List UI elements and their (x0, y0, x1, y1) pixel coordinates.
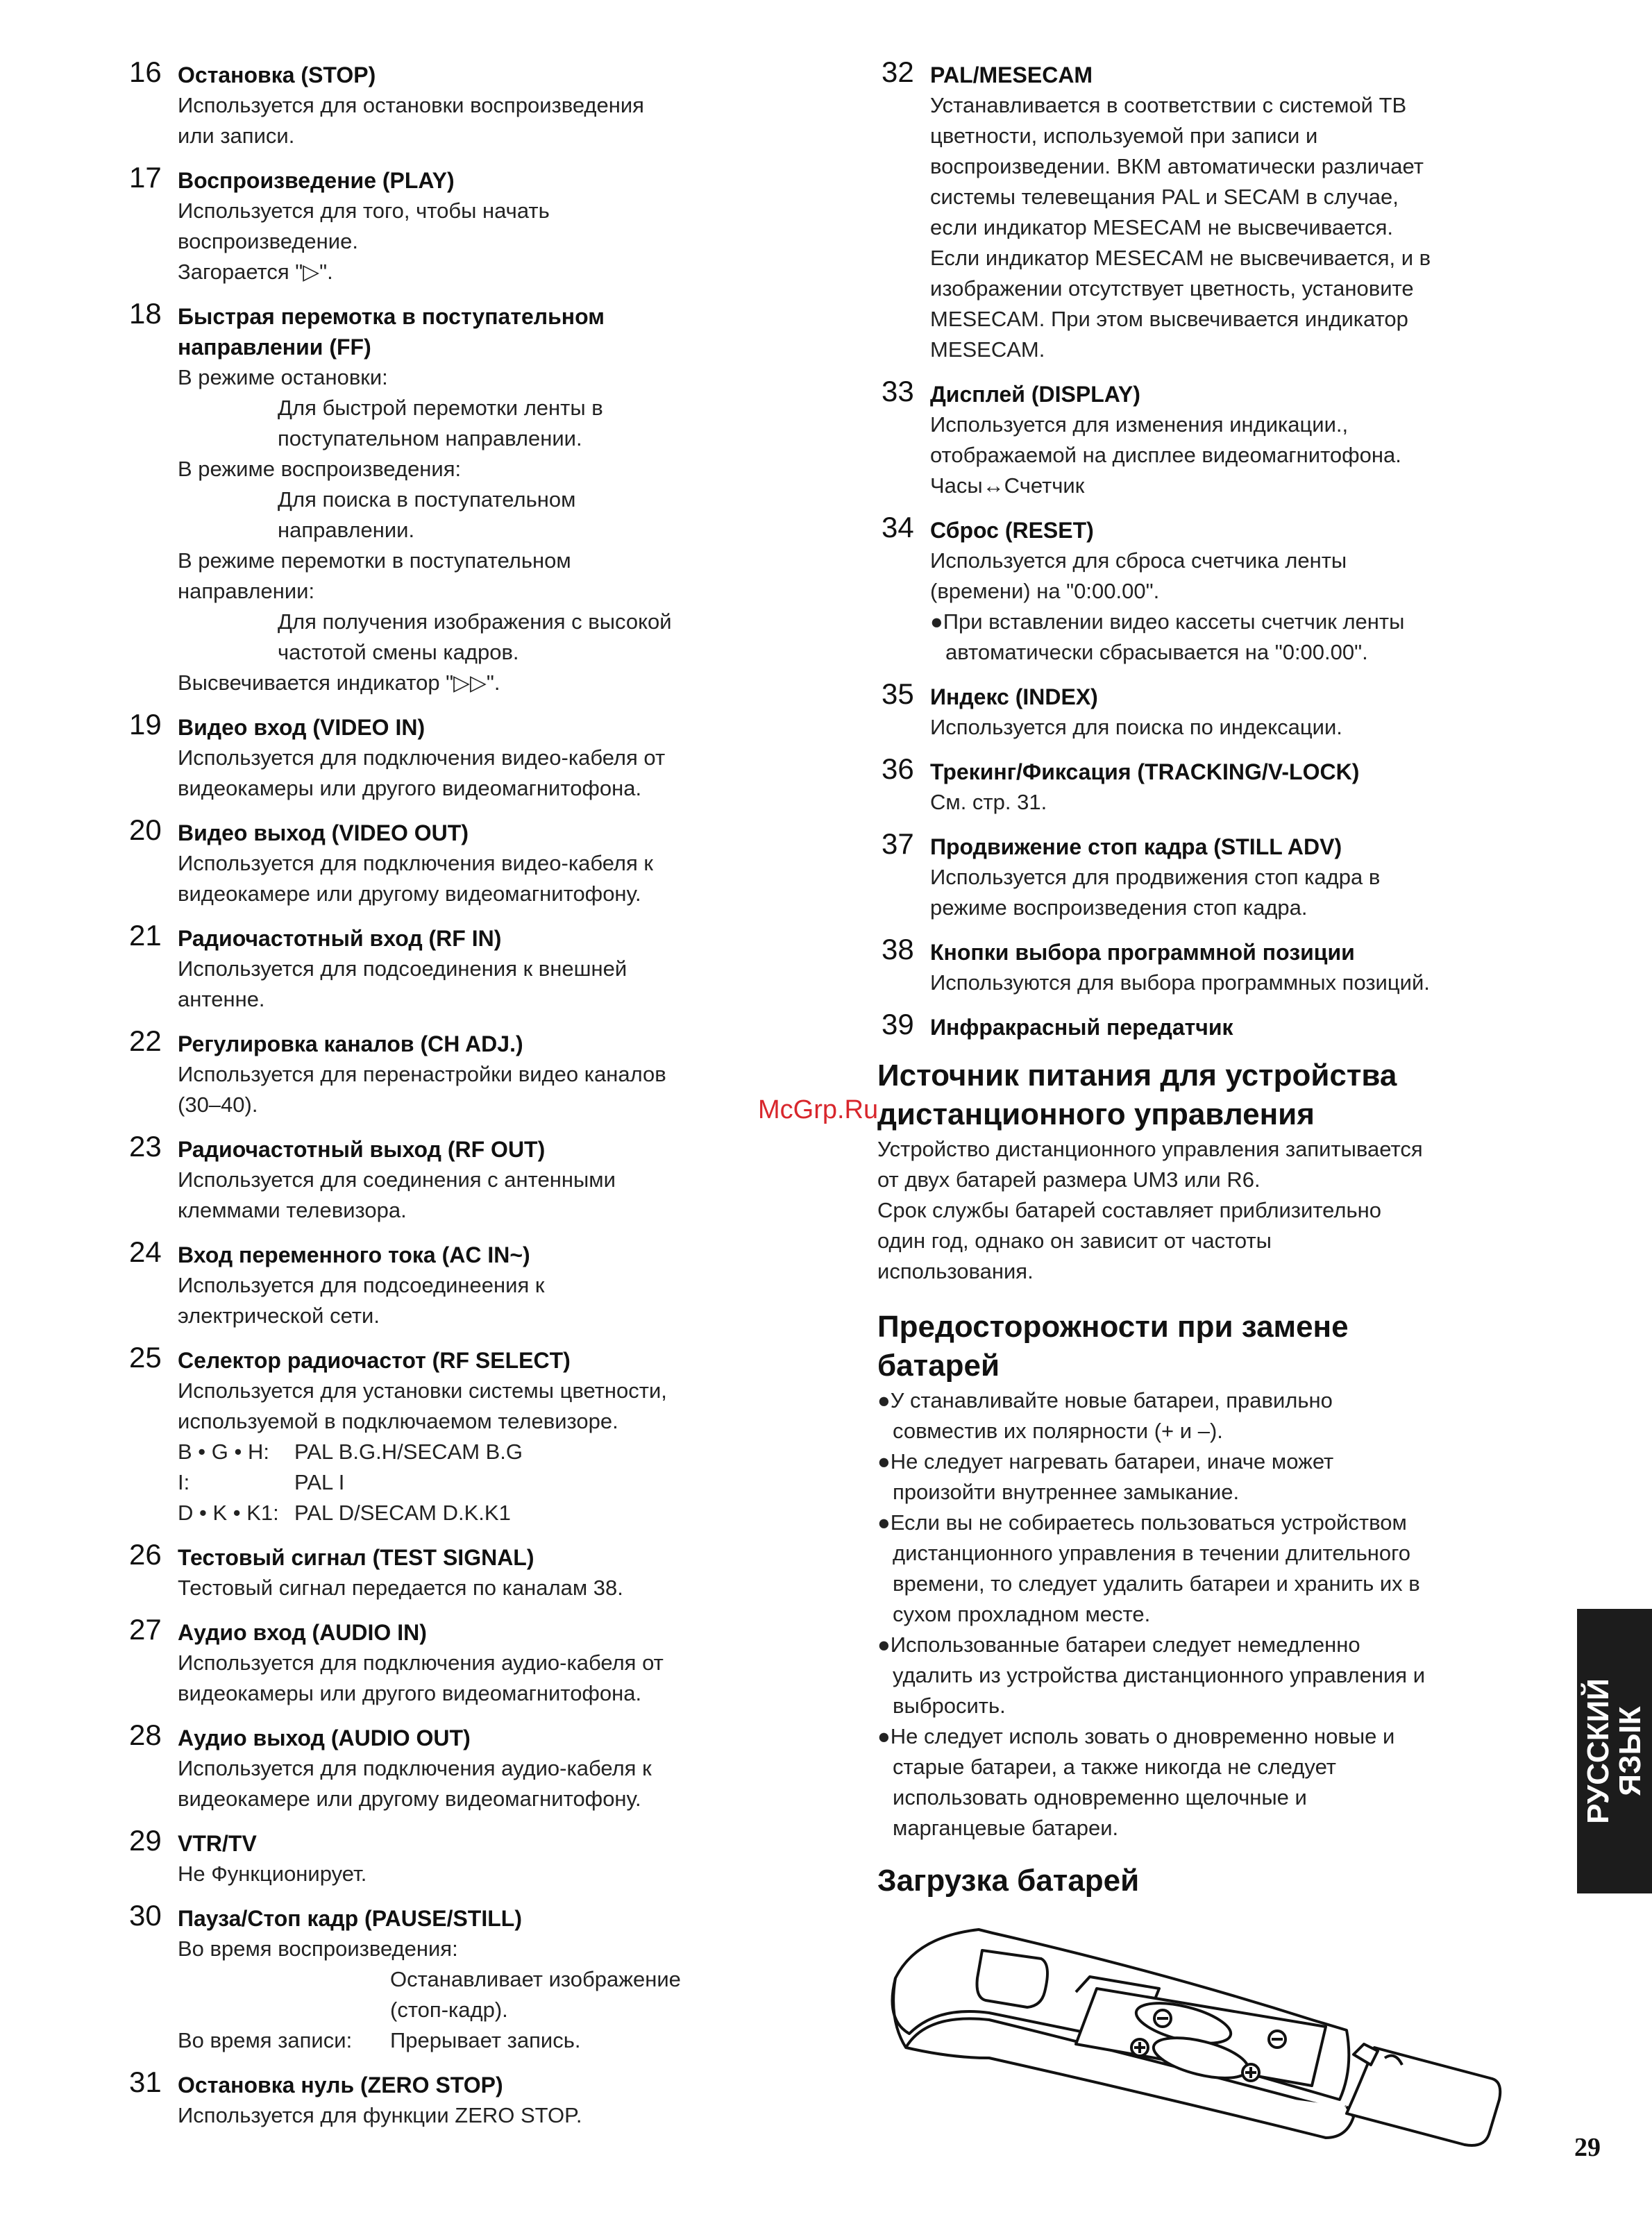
bullet-text: удалить из устройства дистанционного управления и (893, 1663, 1426, 1687)
entry-26 (125, 1538, 819, 1603)
entry-21 (125, 919, 819, 1015)
rf-select-value: PAL I (294, 1470, 345, 1494)
section-text: один год, однако он зависит от частоты (877, 1229, 1272, 1253)
entry-text: клеммами телевизора. (178, 1198, 407, 1222)
section-heading: Загрузка батарей (877, 1864, 1140, 1898)
entry-number: 19 (129, 708, 162, 741)
entry-text: Используется для перенастройки видео каналов (178, 1062, 666, 1086)
rf-select-row (178, 1498, 819, 1528)
entry-27 (125, 1613, 819, 1709)
entry-number: 31 (129, 2066, 162, 2098)
entry-text: Используется для поиска по индексации. (930, 715, 1342, 739)
entry-20 (125, 813, 819, 909)
rf-select-key: D • K • K1: (178, 1501, 279, 1525)
entry-title: Тестовый сигнал (TEST SIGNAL) (178, 1545, 534, 1570)
entry-36 (877, 752, 1523, 818)
entry-number: 18 (129, 297, 162, 330)
entry-text: (30–40). (178, 1092, 258, 1117)
section-text: использования. (877, 1259, 1034, 1283)
entry-title: Радиочастотный выход (RF OUT) (178, 1137, 546, 1162)
entry-19 (125, 708, 819, 804)
entry-title: Продвижение стоп кадра (STILL ADV) (930, 834, 1342, 859)
precautions-section (877, 1308, 1523, 1843)
entry-33 (877, 375, 1523, 501)
bullet-text: времени, то следует удалить батареи и хранить их в (893, 1571, 1420, 1596)
entry-text: видеокамере или другому видеомагнитофону. (178, 881, 641, 906)
language-side-tab (1577, 1609, 1652, 1893)
entry-text: используемой в подключаемом телевизоре. (178, 1409, 618, 1433)
entry-text: направлении: (178, 579, 315, 603)
entry-number: 33 (882, 375, 914, 407)
entry-text: видеокамеры или другого видеомагнитофона. (178, 1681, 642, 1705)
entry-text: видеокамере или другому видеомагнитофону. (178, 1787, 641, 1811)
entry-37 (877, 827, 1523, 923)
entry-text: изображении отсутствует цветность, установите (930, 276, 1414, 301)
entry-text: поступательном направлении. (278, 426, 582, 450)
entry-text: Устанавливается в соответствии с системой ТВ (930, 93, 1407, 117)
entry-text: воспроизведение. (178, 229, 358, 253)
entry-text: (стоп-кадр). (390, 1998, 508, 2022)
entry-number: 24 (129, 1235, 162, 1268)
bullet-text: марганцевые батареи. (893, 1816, 1119, 1840)
entry-title: Быстрая перемотка в поступательном (178, 304, 605, 329)
entry-text: MESECAM. (930, 337, 1045, 362)
entry-title: Регулировка каналов (CH ADJ.) (178, 1031, 523, 1056)
entry-17 (125, 161, 819, 287)
entry-number: 20 (129, 813, 162, 846)
entry-38 (877, 933, 1523, 998)
rf-select-row (178, 1467, 819, 1498)
entry-text: электрической сети. (178, 1303, 380, 1328)
entry-number: 39 (882, 1008, 914, 1040)
bullet-text: ●Если вы не собираетесь пользоваться устройством (877, 1510, 1407, 1535)
bullet-text: ●У станавливайте новые батареи, правильно (877, 1388, 1333, 1412)
entry-title: Остановка нуль (ZERO STOP) (178, 2073, 503, 2098)
bullet-item (877, 1721, 1523, 1843)
entry-29 (125, 1824, 819, 1889)
entry-number: 36 (882, 752, 914, 785)
rf-select-value: PAL D/SECAM D.K.K1 (294, 1501, 511, 1525)
bullet-text: сухом прохладном месте. (893, 1602, 1151, 1626)
entry-number: 35 (882, 677, 914, 710)
entry-24 (125, 1235, 819, 1331)
entry-16 (125, 56, 819, 151)
bullet-text: ●Не следует исполь зовать о дновременно новые и (877, 1724, 1395, 1748)
entry-text: Используется для остановки воспроизведения (178, 93, 644, 117)
section-text: от двух батарей размера UM3 или R6. (877, 1167, 1261, 1192)
entry-text: Часы↔Счетчик (930, 473, 1085, 498)
section-heading: Предосторожности при замене (877, 1310, 1349, 1344)
entry-title: Видео выход (VIDEO OUT) (178, 820, 469, 845)
entry-text: Не Функционирует. (178, 1862, 367, 1886)
entry-text: Используется для подключения видео-кабеля от (178, 745, 666, 770)
entry-number: 37 (882, 827, 914, 860)
entry-title: направлении (FF) (178, 335, 371, 360)
entry-number: 32 (882, 56, 914, 88)
bullet-text: ●При вставлении видео кассеты счетчик ленты (930, 609, 1405, 634)
entry-31 (125, 2066, 819, 2131)
bullet-text: совместив их полярности (+ и –). (893, 1419, 1223, 1443)
side-tab-line: ЯЗЫК (1613, 1706, 1647, 1796)
entry-25 (125, 1341, 819, 1528)
entry-title: Видео вход (VIDEO IN) (178, 715, 425, 740)
entry-text: цветности, используемой при записи и (930, 124, 1318, 148)
entry-title: Воспроизведение (PLAY) (178, 168, 455, 193)
section-text: Срок службы батарей составляет приблизительно (877, 1198, 1381, 1222)
entry-text: или записи. (178, 124, 295, 148)
entry-34 (877, 511, 1523, 668)
entry-text: Если индикатор MESECAM не высвечивается, и в (930, 246, 1431, 270)
entry-text: В режиме воспроизведения: (178, 457, 462, 481)
bullet-item (877, 1508, 1523, 1630)
entry-title: Кнопки выбора программной позиции (930, 940, 1355, 965)
entry-text: направлении. (278, 518, 415, 542)
entry-text: Тестовый сигнал передается по каналам 38. (178, 1576, 623, 1600)
entry-text: MESECAM. При этом высвечивается индикатор (930, 307, 1408, 331)
entry-30 (125, 1899, 819, 2056)
entry-text: Используются для выбора программных позиций. (930, 970, 1430, 995)
entry-number: 21 (129, 919, 162, 952)
entry-text: Во время воспроизведения: (178, 1936, 458, 1961)
entry-number: 25 (129, 1341, 162, 1374)
entry-title: Аудио вход (AUDIO IN) (178, 1620, 427, 1645)
entry-text: В режиме перемотки в поступательном (178, 548, 571, 573)
battery-loading-section (877, 1862, 1523, 1900)
side-tab-label (1583, 1678, 1646, 1824)
bullet-text: произойти внутреннее замыкание. (893, 1480, 1240, 1504)
entry-text: Для быстрой перемотки ленты в (278, 396, 603, 420)
entry-32 (877, 56, 1523, 365)
entry-number: 26 (129, 1538, 162, 1571)
power-source-section (877, 1056, 1523, 1287)
entry-35 (877, 677, 1523, 743)
entry-23 (125, 1130, 819, 1226)
entry-text: Для получения изображения с высокой (278, 609, 672, 634)
bullet-item (877, 1630, 1523, 1721)
entry-number: 22 (129, 1024, 162, 1057)
pause-record-value: Прерывает запись. (390, 2028, 581, 2052)
entry-title: Сброс (RESET) (930, 518, 1094, 543)
watermark: McGrp.Ru (758, 1095, 879, 1124)
entry-text: Высвечивается индикатор "▷▷". (178, 670, 500, 695)
entry-text: воспроизведении. ВКМ автоматически различает (930, 154, 1424, 178)
side-tab-line: РУССКИЙ (1581, 1678, 1615, 1824)
entry-28 (125, 1719, 819, 1814)
entry-text: отображаемой на дисплее видеомагнитофона. (930, 443, 1401, 467)
entry-title: Вход переменного тока (AC IN~) (178, 1242, 530, 1267)
entry-text: системы телевещания PAL и SECAM в случае, (930, 185, 1399, 209)
entry-title: Трекинг/Фиксация (TRACKING/V-LOCK) (930, 759, 1360, 784)
entry-text: Для поиска в поступательном (278, 487, 576, 512)
entry-title: Инфракрасный передатчик (930, 1015, 1233, 1040)
entry-text: Используется для подсоединения к внешней (178, 956, 627, 981)
left-column (125, 56, 819, 2145)
entry-text: Используется для подключения аудио-кабеля к (178, 1756, 652, 1780)
entry-title: Пауза/Стоп кадр (PAUSE/STILL) (178, 1906, 522, 1931)
entry-title: Остановка (STOP) (178, 62, 376, 87)
rf-select-row (178, 1437, 819, 1467)
entry-number: 17 (129, 161, 162, 194)
entry-title: PAL/MESECAM (930, 62, 1093, 87)
entry-text: Останавливает изображение (390, 1967, 681, 1991)
bullet-text: выбросить. (893, 1694, 1006, 1718)
entry-text: режиме воспроизведения стоп кадра. (930, 895, 1308, 920)
bullet-text: старые батареи, а также никогда не следует (893, 1755, 1336, 1779)
entry-text: В режиме остановки: (178, 365, 388, 389)
section-heading: дистанционного управления (877, 1097, 1315, 1131)
entry-number: 27 (129, 1613, 162, 1646)
entry-text: Используется для подключения видео-кабеля к (178, 851, 653, 875)
bullet-text: использовать одновременно щелочные и (893, 1785, 1307, 1809)
pause-record-row (178, 2025, 819, 2056)
entry-text: Используется для изменения индикации., (930, 412, 1349, 437)
section-heading: батарей (877, 1349, 1000, 1383)
entry-39 (877, 1008, 1523, 1043)
bullet-text: ●Использованные батареи следует немедленно (877, 1632, 1360, 1657)
entry-text: Используется для подключения аудио-кабеля от (178, 1651, 664, 1675)
right-column (877, 56, 1523, 1900)
entry-number: 38 (882, 933, 914, 965)
section-heading: Источник питания для устройства (877, 1058, 1397, 1092)
entry-text: если индикатор MESECAM не высвечивается. (930, 215, 1394, 239)
section-text: Устройство дистанционного управления запитывается (877, 1137, 1423, 1161)
entry-title: Радиочастотный вход (RF IN) (178, 926, 502, 951)
entry-text: Используется для продвижения стоп кадра в (930, 865, 1381, 889)
entry-text: Используется для функции ZERO STOP. (178, 2103, 582, 2127)
entry-text: (времени) на "0:00.00". (930, 579, 1160, 603)
entry-title: Селектор радиочастот (RF SELECT) (178, 1348, 571, 1373)
entry-title: Аудио выход (AUDIO OUT) (178, 1725, 471, 1750)
entry-text: частотой смены кадров. (278, 640, 519, 664)
entry-number: 30 (129, 1899, 162, 1932)
entry-number: 29 (129, 1824, 162, 1857)
entry-text: видеокамеры или другого видеомагнитофона. (178, 776, 642, 800)
entry-number: 23 (129, 1130, 162, 1163)
pause-record-key: Во время записи: (178, 2028, 353, 2052)
entry-text: Используется для того, чтобы начать (178, 199, 550, 223)
entry-text: Используется для установки системы цветности, (178, 1378, 667, 1403)
entry-text: Используется для соединения с антенными (178, 1167, 616, 1192)
bullet-text: дистанционного управления в течении длительного (893, 1541, 1410, 1565)
entry-18 (125, 297, 819, 698)
page-number: 29 (1574, 2133, 1601, 2162)
entry-title: Дисплей (DISPLAY) (930, 382, 1140, 407)
entry-22 (125, 1024, 819, 1120)
entry-text: Загорается "▷". (178, 260, 333, 284)
remote-control-illustration (868, 1909, 1534, 2166)
entry-number: 28 (129, 1719, 162, 1751)
entry-number: 16 (129, 56, 162, 88)
rf-select-key: B • G • H: (178, 1440, 269, 1464)
entry-title: Индекс (INDEX) (930, 684, 1098, 709)
bullet-item (877, 1385, 1523, 1446)
bullet-item (877, 1446, 1523, 1508)
entry-title: VTR/TV (178, 1831, 257, 1856)
entry-text: См. стр. 31. (930, 790, 1047, 814)
bullet-text: автоматически сбрасывается на "0:00.00". (945, 640, 1368, 664)
bullet-text: ●Не следует нагревать батареи, иначе может (877, 1449, 1334, 1474)
entry-number: 34 (882, 511, 914, 543)
entry-text: антенне. (178, 987, 265, 1011)
rf-select-value: PAL B.G.H/SECAM B.G (294, 1440, 523, 1464)
rf-select-key: I: (178, 1470, 190, 1494)
entry-text: Используется для сброса счетчика ленты (930, 548, 1347, 573)
entry-text: Используется для подсоединеения к (178, 1273, 545, 1297)
